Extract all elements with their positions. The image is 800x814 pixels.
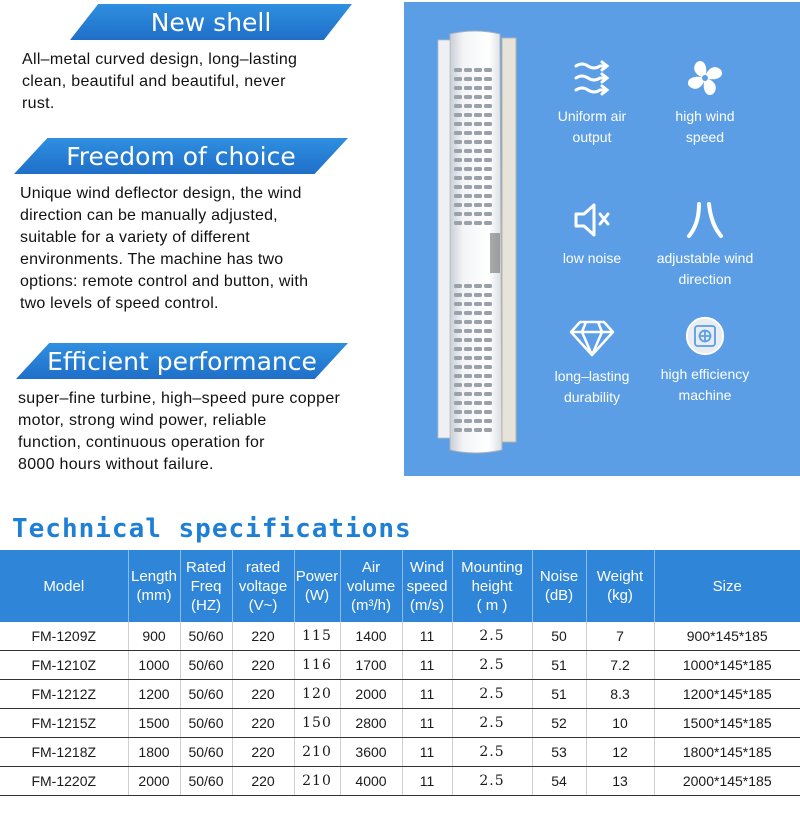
section-text <box>22 49 362 115</box>
column-header-line: (W) <box>304 587 330 604</box>
table-cell: 2.5 <box>452 767 532 796</box>
column-header-line: (HZ) <box>191 596 221 614</box>
section-title: New shell <box>150 7 272 37</box>
column-header-line: Freq <box>190 577 222 595</box>
table-cell: 50/60 <box>180 738 232 767</box>
table-cell: 11 <box>402 622 452 651</box>
table-cell: 210 <box>294 767 340 796</box>
column-header-line: volume <box>346 577 396 595</box>
table-cell: 51 <box>532 651 586 680</box>
table-cell: 8.3 <box>586 680 654 709</box>
table-cell: 11 <box>402 651 452 680</box>
column-header-line: Weight <box>596 568 644 585</box>
feature-low-noise <box>527 200 657 269</box>
feature-uniform-air-output <box>527 58 657 148</box>
feature-label: speed <box>685 129 725 145</box>
column-header-line: voltage <box>238 577 288 595</box>
column-header-line: (m/s) <box>409 596 445 614</box>
section-banner-new-shell <box>70 4 352 40</box>
section-text <box>18 388 368 476</box>
table-cell: 2000 <box>128 767 180 796</box>
table-cell: 150 <box>294 709 340 738</box>
uniform-air-icon <box>570 58 614 98</box>
column-header <box>654 550 800 622</box>
text-line: 8000 hours without failure. <box>18 456 214 473</box>
table-cell: 1700 <box>340 651 402 680</box>
table-cell: 13 <box>586 767 654 796</box>
section-text <box>20 183 365 315</box>
table-row <box>0 622 800 651</box>
table-cell: FM-1209Z <box>0 622 128 651</box>
feature-adjustable-wind-direction <box>640 200 770 290</box>
table-cell: 2.5 <box>452 651 532 680</box>
column-header-line: speed <box>406 577 448 595</box>
table-cell: 1500*145*185 <box>654 709 800 738</box>
table-cell: 7.2 <box>586 651 654 680</box>
table-cell: 52 <box>532 709 586 738</box>
table-cell: 120 <box>294 680 340 709</box>
column-header <box>232 550 294 622</box>
table-cell: 11 <box>402 709 452 738</box>
feature-label: durability <box>563 389 621 405</box>
table-cell: 50 <box>532 622 586 651</box>
table-cell: 2000*145*185 <box>654 767 800 796</box>
table-cell: 50/60 <box>180 680 232 709</box>
air-curtain-image <box>430 28 522 456</box>
text-line: Unique wind deflector design, the wind <box>20 185 302 202</box>
specifications-table <box>0 550 800 796</box>
table-row <box>0 709 800 738</box>
table-cell: 11 <box>402 680 452 709</box>
table-cell: 7 <box>586 622 654 651</box>
table-cell: 2.5 <box>452 622 532 651</box>
feature-label: high wind <box>675 108 735 124</box>
table-row <box>0 651 800 680</box>
column-header <box>0 550 128 622</box>
column-header <box>340 550 402 622</box>
table-cell: 3600 <box>340 738 402 767</box>
feature-long-lasting-durability <box>527 318 657 408</box>
fan-icon <box>685 58 725 98</box>
table-cell: 11 <box>402 738 452 767</box>
text-line: super–fine turbine, high–speed pure copper <box>18 390 341 407</box>
feature-label: high efficiency <box>660 366 750 382</box>
text-line: direction can be manually adjusted, <box>20 207 278 224</box>
table-cell: 10 <box>586 709 654 738</box>
column-header <box>452 550 532 622</box>
table-row <box>0 767 800 796</box>
column-header-line: Noise <box>539 568 579 585</box>
text-line: motor, strong wind power, reliable <box>18 412 267 429</box>
table-cell: 2800 <box>340 709 402 738</box>
speaker-mute-icon <box>570 200 614 240</box>
column-header <box>532 550 586 622</box>
section-banner-efficient-performance <box>16 343 348 379</box>
table-cell: FM-1220Z <box>0 767 128 796</box>
text-line: two levels of speed control. <box>20 295 219 312</box>
table-cell: FM-1215Z <box>0 709 128 738</box>
column-header-line: Air <box>361 558 381 576</box>
table-cell: 2000 <box>340 680 402 709</box>
table-cell: 1000 <box>128 651 180 680</box>
section-banner-freedom-of-choice <box>14 138 348 174</box>
table-cell: 220 <box>232 651 294 680</box>
specifications-heading: Technical specifications <box>12 514 412 544</box>
column-header-line: height <box>471 577 513 595</box>
column-header <box>402 550 452 622</box>
table-cell: 2.5 <box>452 709 532 738</box>
table-cell: 116 <box>294 651 340 680</box>
table-cell: FM-1212Z <box>0 680 128 709</box>
table-cell: 1800 <box>128 738 180 767</box>
table-cell: 2.5 <box>452 738 532 767</box>
motor-icon <box>682 316 728 356</box>
column-header-line: Mounting <box>461 558 523 576</box>
feature-high-efficiency-machine <box>640 316 770 406</box>
table-cell: 11 <box>402 767 452 796</box>
diamond-icon <box>568 318 616 358</box>
table-cell: 1800*145*185 <box>654 738 800 767</box>
feature-label: Uniform air <box>557 108 627 124</box>
text-line: options: remote control and button, with <box>20 273 309 290</box>
column-header-line: Wind <box>409 558 445 576</box>
column-header-line: (m³/h) <box>351 596 391 614</box>
column-header-line: Length <box>131 568 177 585</box>
feature-label: adjustable wind <box>656 250 754 266</box>
table-cell: FM-1210Z <box>0 651 128 680</box>
table-cell: 900 <box>128 622 180 651</box>
column-header-line: Power <box>295 568 339 585</box>
table-row <box>0 738 800 767</box>
feature-label: output <box>572 129 612 145</box>
table-cell: 2.5 <box>452 680 532 709</box>
column-header-line: rated <box>245 558 281 576</box>
table-cell: 54 <box>532 767 586 796</box>
table-header-row <box>0 550 800 622</box>
column-header <box>586 550 654 622</box>
feature-label: low noise <box>562 250 622 266</box>
column-header-line: Model <box>43 577 85 595</box>
table-cell: 900*145*185 <box>654 622 800 651</box>
text-line: suitable for a variety of different <box>20 229 250 246</box>
column-header-line: Size <box>712 577 742 595</box>
table-cell: 1200*145*185 <box>654 680 800 709</box>
column-header-line: (V~) <box>248 596 278 614</box>
table-cell: 51 <box>532 680 586 709</box>
table-cell: 220 <box>232 709 294 738</box>
feature-label: machine <box>678 387 732 403</box>
column-header-line: (kg) <box>607 587 633 604</box>
table-cell: 4000 <box>340 767 402 796</box>
section-title: Freedom of choice <box>66 141 296 171</box>
table-cell: 220 <box>232 680 294 709</box>
table-cell: 115 <box>294 622 340 651</box>
text-line: function, continuous operation for <box>18 434 265 451</box>
text-line: environments. The machine has two <box>20 251 284 268</box>
table-cell: 50/60 <box>180 622 232 651</box>
text-line: rust. <box>22 95 55 112</box>
table-cell: 220 <box>232 738 294 767</box>
table-cell: 12 <box>586 738 654 767</box>
table-cell: 1500 <box>128 709 180 738</box>
column-header-line: (dB) <box>544 587 574 604</box>
column-header <box>180 550 232 622</box>
wind-direction-icon <box>683 200 727 240</box>
feature-high-wind-speed <box>640 58 770 148</box>
table-cell: 1200 <box>128 680 180 709</box>
table-cell: 53 <box>532 738 586 767</box>
table-cell: 50/60 <box>180 709 232 738</box>
column-header <box>294 550 340 622</box>
table-row <box>0 680 800 709</box>
column-header-line: ( m ) <box>476 596 508 614</box>
table-cell: 1400 <box>340 622 402 651</box>
table-cell: 220 <box>232 622 294 651</box>
section-title: Efficient performance <box>47 346 317 376</box>
column-header-line: Rated <box>185 558 227 576</box>
column-header <box>128 550 180 622</box>
table-cell: FM-1218Z <box>0 738 128 767</box>
table-cell: 50/60 <box>180 767 232 796</box>
feature-label: direction <box>678 271 732 287</box>
table-cell: 220 <box>232 767 294 796</box>
feature-label: long–lasting <box>554 368 630 384</box>
table-cell: 210 <box>294 738 340 767</box>
text-line: clean, beautiful and beautiful, never <box>22 73 286 90</box>
text-line: All–metal curved design, long–lasting <box>22 51 298 68</box>
column-header-line: (mm) <box>136 587 172 604</box>
table-cell: 1000*145*185 <box>654 651 800 680</box>
table-cell: 50/60 <box>180 651 232 680</box>
